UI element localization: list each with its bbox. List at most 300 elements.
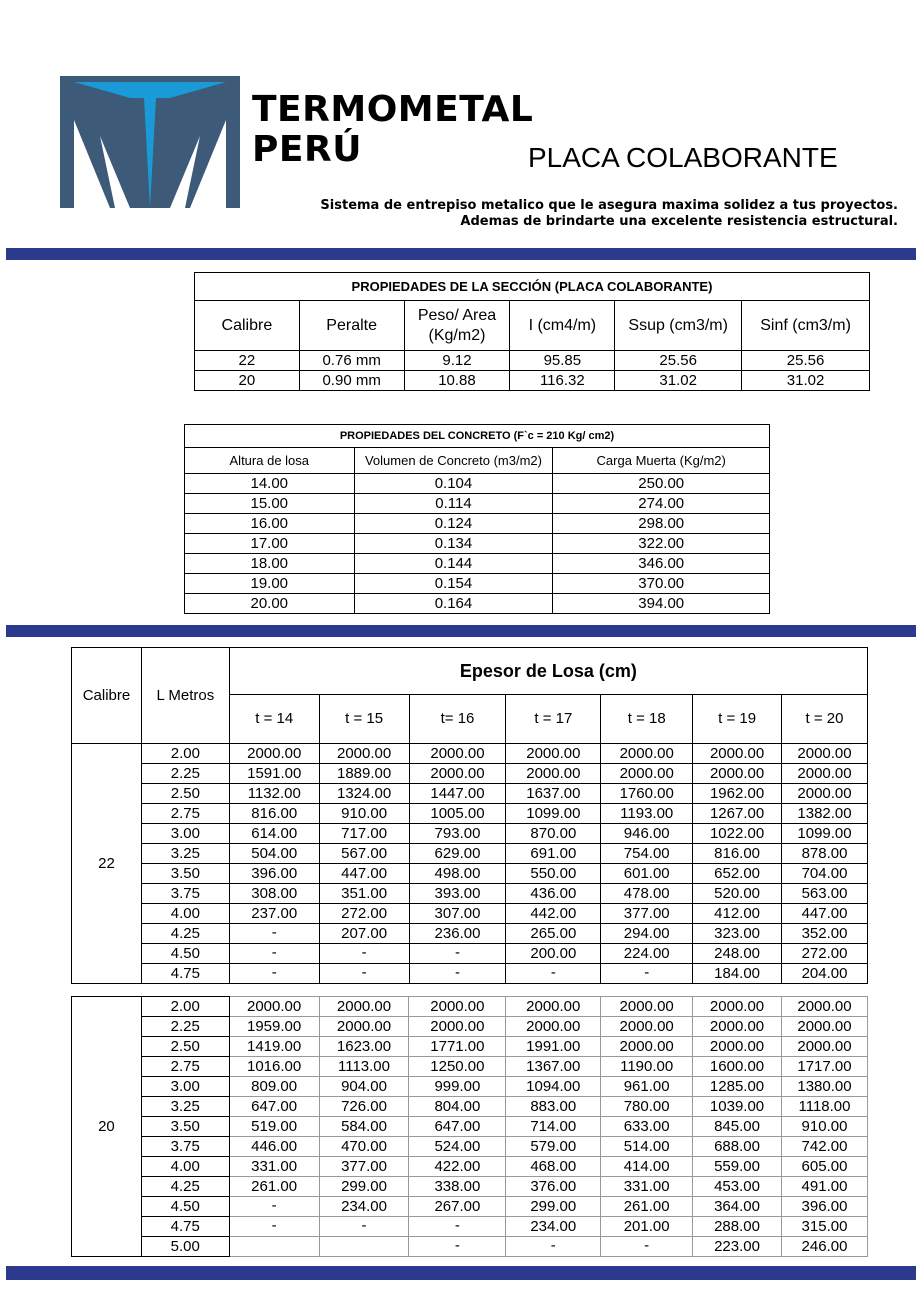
table-cell: 346.00 [553,554,770,574]
table-cell: 3.50 [141,1117,229,1137]
table-cell: 629.00 [409,844,506,864]
table-cell: - [409,964,506,984]
table-row [72,764,868,784]
column-header: Peso/ Area (Kg/m2) [404,301,510,351]
table-cell: 2000.00 [319,997,409,1017]
table-cell: 3.75 [141,884,229,904]
table-cell: 294.00 [601,924,693,944]
table-cell: 1959.00 [229,1017,319,1037]
table-cell: 351.00 [319,884,409,904]
table-cell: 15.00 [185,494,355,514]
table-row [72,1177,868,1197]
table-cell: 20.00 [185,594,355,614]
table-cell: 519.00 [229,1117,319,1137]
table-row [72,784,868,804]
table-cell: 2.25 [141,1017,229,1037]
table-cell: 2000.00 [409,1017,506,1037]
table-row [195,371,870,391]
table-cell: 2000.00 [782,764,868,784]
table-cell: - [409,1217,506,1237]
table-cell: 2000.00 [409,997,506,1017]
table-cell: 845.00 [693,1117,782,1137]
table-cell: 377.00 [601,904,693,924]
table-cell: 315.00 [782,1217,868,1237]
table-cell: - [229,1197,319,1217]
table-cell: 1380.00 [782,1077,868,1097]
table-cell: 377.00 [319,1157,409,1177]
table-cell: 234.00 [506,1217,601,1237]
table-cell: 422.00 [409,1157,506,1177]
table-row [72,884,868,904]
table-cell: 2.25 [141,764,229,784]
table-cell: 201.00 [601,1217,693,1237]
table-cell: 184.00 [693,964,782,984]
table-cell: 246.00 [782,1237,868,1257]
table-cell: 470.00 [319,1137,409,1157]
table-cell: 0.164 [354,594,553,614]
table-cell: 396.00 [229,864,319,884]
table-cell: 1267.00 [693,804,782,824]
table-cell: 688.00 [693,1137,782,1157]
table-cell: 691.00 [506,844,601,864]
table-cell: 376.00 [506,1177,601,1197]
product-title: PLACA COLABORANTE [528,142,838,173]
table-cell: 248.00 [693,944,782,964]
table-cell [229,1237,319,1257]
table-cell: 4.25 [141,924,229,944]
table-cell: 614.00 [229,824,319,844]
table-row [185,494,770,514]
table-cell: 2000.00 [319,1017,409,1037]
table-title: PROPIEDADES DEL CONCRETO (F`c = 210 Kg/ cm2) [185,425,770,448]
table-cell: 910.00 [782,1117,868,1137]
table-cell: 1889.00 [319,764,409,784]
table-cell: 3.50 [141,864,229,884]
table-row [195,351,870,371]
brand-line-2: PERÚ [252,129,362,170]
table-cell: 647.00 [409,1117,506,1137]
tagline [320,198,898,230]
table-cell: 22 [195,351,300,371]
table-row [72,1197,868,1217]
table-cell: 2000.00 [506,744,601,764]
table-cell: 265.00 [506,924,601,944]
table-cell: 338.00 [409,1177,506,1197]
column-header: Calibre [195,301,300,351]
thickness-header: Epesor de Losa (cm) [229,648,867,695]
termometal-logo [60,76,240,208]
table-cell: 2000.00 [601,1017,693,1037]
table-cell: 3.25 [141,844,229,864]
table-cell: 1447.00 [409,784,506,804]
thickness-column: t = 14 [229,695,319,744]
table-cell: 1623.00 [319,1037,409,1057]
table-cell: 4.50 [141,944,229,964]
table-cell: 1099.00 [782,824,868,844]
table-row [72,824,868,844]
tagline-line-1: Sistema de entrepiso metalico que le asegura maxima solidez a tus proyectos. [320,198,898,213]
table-cell: 816.00 [229,804,319,824]
table-row [72,964,868,984]
table-row [185,534,770,554]
table-cell: 207.00 [319,924,409,944]
table-row [185,594,770,614]
table-cell: 1190.00 [601,1057,693,1077]
table-cell: 2000.00 [601,764,693,784]
table-cell: 1324.00 [319,784,409,804]
table-row [72,864,868,884]
column-header: I (cm4/m) [510,301,615,351]
table-row [72,944,868,964]
table-cell: 1016.00 [229,1057,319,1077]
table-cell: 3.75 [141,1137,229,1157]
table-cell: 0.124 [354,514,553,534]
table-cell: 234.00 [319,1197,409,1217]
table-cell: 1005.00 [409,804,506,824]
thickness-column: t = 19 [693,695,782,744]
divider-band-bottom [6,1266,916,1280]
table-cell: 436.00 [506,884,601,904]
table-cell: 1250.00 [409,1057,506,1077]
table-cell: 584.00 [319,1117,409,1137]
table-cell: 647.00 [229,1097,319,1117]
table-cell: 1591.00 [229,764,319,784]
table-cell: 14.00 [185,474,355,494]
table-cell: 1771.00 [409,1037,506,1057]
table-cell: 4.50 [141,1197,229,1217]
table-cell: 1285.00 [693,1077,782,1097]
table-row [72,744,868,764]
table-row [72,1097,868,1117]
table-cell: 394.00 [553,594,770,614]
table-cell: 396.00 [782,1197,868,1217]
column-header: Sinf (cm3/m) [742,301,870,351]
table-cell: 223.00 [693,1237,782,1257]
table-cell: - [506,1237,601,1257]
table-cell: 3.00 [141,824,229,844]
table-cell: 261.00 [229,1177,319,1197]
table-cell: 567.00 [319,844,409,864]
table-cell: 2000.00 [601,744,693,764]
table-cell: - [506,964,601,984]
table-row [185,474,770,494]
calibre-label: 20 [72,997,142,1257]
table-cell: 804.00 [409,1097,506,1117]
table-cell: 2.50 [141,784,229,804]
column-header: Ssup (cm3/m) [615,301,742,351]
table-cell: 18.00 [185,554,355,574]
table-cell: 754.00 [601,844,693,864]
table-cell: 2000.00 [409,744,506,764]
table-cell: 236.00 [409,924,506,944]
table-cell: 352.00 [782,924,868,944]
table-cell: 579.00 [506,1137,601,1157]
table-cell: 1760.00 [601,784,693,804]
table-cell: 1193.00 [601,804,693,824]
table-cell: 504.00 [229,844,319,864]
table-cell: 3.25 [141,1097,229,1117]
table-cell: 224.00 [601,944,693,964]
table-row [72,1157,868,1177]
table-cell: - [229,1217,319,1237]
table-cell: 605.00 [782,1157,868,1177]
table-cell: 2000.00 [693,744,782,764]
table-cell: 910.00 [319,804,409,824]
table-cell: 1600.00 [693,1057,782,1077]
table-cell: 322.00 [553,534,770,554]
table-cell: 0.104 [354,474,553,494]
table-cell: 1637.00 [506,784,601,804]
table-cell: 2000.00 [409,764,506,784]
table-cell: 2000.00 [601,1037,693,1057]
table-cell [319,1237,409,1257]
table-cell: 4.75 [141,964,229,984]
length-header: L Metros [141,648,229,744]
table-row [72,924,868,944]
table-cell: 9.12 [404,351,510,371]
column-header: Altura de losa [185,448,355,474]
table-cell: 31.02 [615,371,742,391]
table-cell: 2000.00 [506,997,601,1017]
table-cell: 307.00 [409,904,506,924]
table-cell: - [229,924,319,944]
table-cell: 816.00 [693,844,782,864]
table-cell: 414.00 [601,1157,693,1177]
table-cell: 946.00 [601,824,693,844]
table-cell: 2000.00 [506,1017,601,1037]
table-cell: - [319,964,409,984]
table-cell: 717.00 [319,824,409,844]
table-cell: 1039.00 [693,1097,782,1117]
table-cell: 2.75 [141,804,229,824]
table-cell: 25.56 [742,351,870,371]
table-cell: 331.00 [229,1157,319,1177]
table-cell: 999.00 [409,1077,506,1097]
table-cell: 267.00 [409,1197,506,1217]
table-cell: 883.00 [506,1097,601,1117]
section-properties-table [194,272,870,391]
thickness-column: t = 15 [319,695,409,744]
table-cell: 31.02 [742,371,870,391]
table-cell: 2000.00 [506,764,601,784]
table-cell: 308.00 [229,884,319,904]
table-cell: 520.00 [693,884,782,904]
table-cell: 1113.00 [319,1057,409,1077]
table-cell: 0.144 [354,554,553,574]
table-cell: - [601,1237,693,1257]
table-row [72,1137,868,1157]
table-cell: 1094.00 [506,1077,601,1097]
table-cell: 1099.00 [506,804,601,824]
table-cell: 2000.00 [782,784,868,804]
table-cell: 2.75 [141,1057,229,1077]
table-cell: 478.00 [601,884,693,904]
table-row [72,1057,868,1077]
table-cell: 714.00 [506,1117,601,1137]
table-cell: 793.00 [409,824,506,844]
load-table-gauge-20 [71,996,868,1257]
table-cell: 2000.00 [601,997,693,1017]
table-cell: 261.00 [601,1197,693,1217]
table-cell: 331.00 [601,1177,693,1197]
table-cell: 1132.00 [229,784,319,804]
table-cell: 878.00 [782,844,868,864]
table-cell: 2000.00 [693,997,782,1017]
table-cell: 272.00 [319,904,409,924]
table-row [185,554,770,574]
table-cell: 323.00 [693,924,782,944]
thickness-column: t= 16 [409,695,506,744]
table-cell: 2.00 [141,744,229,764]
table-cell: 1962.00 [693,784,782,804]
tagline-line-2: Ademas de brindarte una excelente resistencia estructural. [460,214,898,229]
table-cell: 274.00 [553,494,770,514]
thickness-column: t = 20 [782,695,868,744]
table-cell: 704.00 [782,864,868,884]
table-cell: 2000.00 [229,744,319,764]
table-cell: - [229,944,319,964]
table-cell: 0.76 mm [299,351,404,371]
table-cell: 17.00 [185,534,355,554]
table-cell: 2000.00 [693,764,782,784]
table-cell: 726.00 [319,1097,409,1117]
table-row [72,904,868,924]
table-row [72,844,868,864]
table-cell: 0.90 mm [299,371,404,391]
table-cell: 447.00 [782,904,868,924]
table-cell: 563.00 [782,884,868,904]
table-cell: 498.00 [409,864,506,884]
table-cell: 904.00 [319,1077,409,1097]
table-cell: 20 [195,371,300,391]
table-cell: 412.00 [693,904,782,924]
table-cell: 1717.00 [782,1057,868,1077]
table-cell: 870.00 [506,824,601,844]
table-cell: 514.00 [601,1137,693,1157]
table-cell: 116.32 [510,371,615,391]
table-row [72,1117,868,1137]
table-row [72,997,868,1017]
table-row [72,804,868,824]
column-header: Carga Muerta (Kg/m2) [553,448,770,474]
table-cell: 10.88 [404,371,510,391]
table-cell: 2.50 [141,1037,229,1057]
table-cell: 1118.00 [782,1097,868,1117]
table-cell: 2000.00 [782,744,868,764]
table-cell: 95.85 [510,351,615,371]
table-cell: 0.154 [354,574,553,594]
table-row [185,514,770,534]
table-cell: 204.00 [782,964,868,984]
table-cell: - [319,1217,409,1237]
table-cell: 2000.00 [782,1017,868,1037]
table-cell: 1022.00 [693,824,782,844]
table-row [185,574,770,594]
table-cell: - [229,964,319,984]
table-cell: 2000.00 [782,1037,868,1057]
table-cell: 250.00 [553,474,770,494]
table-cell: - [319,944,409,964]
table-cell: 633.00 [601,1117,693,1137]
table-cell: 4.75 [141,1217,229,1237]
table-cell: 2000.00 [693,1037,782,1057]
table-cell: - [409,944,506,964]
table-cell: 961.00 [601,1077,693,1097]
table-row [72,1017,868,1037]
table-cell: 4.00 [141,904,229,924]
table-cell: 2000.00 [229,997,319,1017]
brand-line-1: TERMOMETAL [252,89,534,130]
calibre-label: 22 [72,744,142,984]
table-cell: - [601,964,693,984]
table-cell: 1367.00 [506,1057,601,1077]
divider-band-top [6,248,916,260]
thickness-column: t = 17 [506,695,601,744]
table-cell: 2000.00 [782,997,868,1017]
table-cell: 4.00 [141,1157,229,1177]
table-cell: 550.00 [506,864,601,884]
table-cell: 272.00 [782,944,868,964]
table-row [72,1217,868,1237]
table-cell: 4.25 [141,1177,229,1197]
brand-name [252,90,533,170]
table-cell: 2.00 [141,997,229,1017]
table-cell: 559.00 [693,1157,782,1177]
table-cell: 2000.00 [319,744,409,764]
table-cell: 298.00 [553,514,770,534]
table-title: PROPIEDADES DE LA SECCIÓN (PLACA COLABORANTE) [195,273,870,301]
concrete-properties-table [184,424,770,614]
table-cell: 16.00 [185,514,355,534]
table-cell: 446.00 [229,1137,319,1157]
table-cell: 288.00 [693,1217,782,1237]
divider-band-middle [6,625,916,637]
table-cell: 5.00 [141,1237,229,1257]
table-cell: 19.00 [185,574,355,594]
table-cell: 393.00 [409,884,506,904]
table-cell: 780.00 [601,1097,693,1117]
table-cell: 1382.00 [782,804,868,824]
table-cell: 1991.00 [506,1037,601,1057]
table-cell: 3.00 [141,1077,229,1097]
table-cell: 524.00 [409,1137,506,1157]
column-header: Peralte [299,301,404,351]
table-cell: 1419.00 [229,1037,319,1057]
table-cell: 370.00 [553,574,770,594]
table-row [72,1037,868,1057]
table-cell: 200.00 [506,944,601,964]
table-cell: 601.00 [601,864,693,884]
table-cell: 299.00 [319,1177,409,1197]
table-cell: 453.00 [693,1177,782,1197]
table-row [72,1077,868,1097]
load-table-gauge-22 [71,647,868,984]
table-cell: 299.00 [506,1197,601,1217]
table-cell: 447.00 [319,864,409,884]
table-cell: 491.00 [782,1177,868,1197]
table-cell: 442.00 [506,904,601,924]
table-cell: - [409,1237,506,1257]
table-cell: 25.56 [615,351,742,371]
table-cell: 742.00 [782,1137,868,1157]
table-cell: 364.00 [693,1197,782,1217]
table-cell: 0.114 [354,494,553,514]
table-cell: 809.00 [229,1077,319,1097]
table-row [72,1237,868,1257]
table-cell: 237.00 [229,904,319,924]
table-cell: 2000.00 [693,1017,782,1037]
thickness-column: t = 18 [601,695,693,744]
